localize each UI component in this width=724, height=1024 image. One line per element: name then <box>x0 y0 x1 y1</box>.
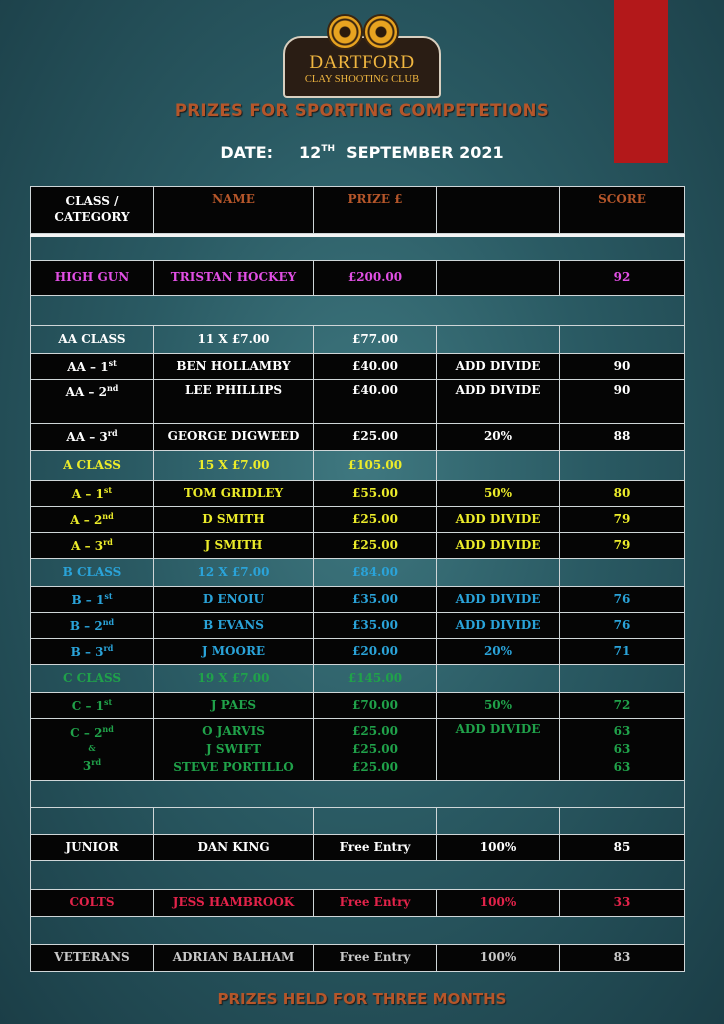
row-name: D ENOIU <box>154 587 314 613</box>
row-name: BEN HOLLAMBY <box>154 354 314 380</box>
row-name: LEE PHILLIPS <box>154 380 314 424</box>
row-scores: 63 63 63 <box>560 719 685 781</box>
table-row <box>31 424 685 451</box>
row-prize: £25.00 <box>314 424 437 451</box>
clay-disc-right-icon <box>363 14 399 50</box>
header-score: SCORE <box>560 187 685 234</box>
spacer-row <box>31 917 685 945</box>
row-split: ADD DIVIDE <box>437 380 560 424</box>
b-class-entries: 12 X £7.00 <box>154 559 314 587</box>
high-gun-prize: £200.00 <box>314 261 437 296</box>
row-score: 90 <box>560 380 685 424</box>
row-split: ADD DIVIDE <box>437 587 560 613</box>
row-class: A – 2nd <box>31 507 154 533</box>
veterans-split: 100% <box>437 945 560 972</box>
aa-class-pool: £77.00 <box>314 326 437 354</box>
table-row <box>31 533 685 559</box>
junior-split: 100% <box>437 835 560 861</box>
row-class: B – 1st <box>31 587 154 613</box>
row-split: ADD DIVIDE <box>437 613 560 639</box>
row-split: 20% <box>437 639 560 665</box>
row-score: 88 <box>560 424 685 451</box>
row-split: 50% <box>437 481 560 507</box>
row-class: B – 3rd <box>31 639 154 665</box>
row-score: 76 <box>560 587 685 613</box>
row-class: B – 2nd <box>31 613 154 639</box>
colts-name: JESS HAMBROOK <box>154 890 314 917</box>
row-score: 72 <box>560 693 685 719</box>
clay-disc-left-icon <box>327 14 363 50</box>
page-heading: PRIZES FOR SPORTING COMPETETIONS <box>174 101 550 120</box>
table-row <box>31 639 685 665</box>
spacer-row <box>31 861 685 890</box>
table-row <box>31 481 685 507</box>
row-score: 79 <box>560 533 685 559</box>
colts-prize: Free Entry <box>314 890 437 917</box>
b-class-label: B CLASS <box>31 559 154 587</box>
table-row <box>31 354 685 380</box>
header-prize: PRIZE £ <box>314 187 437 234</box>
spacer-row <box>31 781 685 808</box>
a-class-label: A CLASS <box>31 451 154 481</box>
colts-split: 100% <box>437 890 560 917</box>
colts-score: 33 <box>560 890 685 917</box>
c-class-entries: 19 X £7.00 <box>154 665 314 693</box>
row-score: 90 <box>560 354 685 380</box>
high-gun-score: 92 <box>560 261 685 296</box>
table-row <box>31 261 685 296</box>
row-class: A – 1st <box>31 481 154 507</box>
b-class-pool: £84.00 <box>314 559 437 587</box>
spacer-row <box>31 236 685 261</box>
row-name: GEORGE DIGWEED <box>154 424 314 451</box>
veterans-prize: Free Entry <box>314 945 437 972</box>
high-gun-class: HIGH GUN <box>31 261 154 296</box>
row-prize: £25.00 <box>314 533 437 559</box>
table-row <box>31 719 685 781</box>
header-split <box>437 187 560 234</box>
row-name: B EVANS <box>154 613 314 639</box>
table-header-row <box>31 187 685 234</box>
row-score: 79 <box>560 507 685 533</box>
footer-note: PRIZES HELD FOR THREE MONTHS <box>217 990 507 1008</box>
aa-class-entries: 11 X £7.00 <box>154 326 314 354</box>
spacer-row <box>31 296 685 326</box>
junior-class: JUNIOR <box>31 835 154 861</box>
veterans-score: 83 <box>560 945 685 972</box>
row-prize: £35.00 <box>314 613 437 639</box>
row-split: ADD DIVIDE <box>437 507 560 533</box>
red-corner-bar <box>614 0 668 163</box>
row-prize: £25.00 <box>314 507 437 533</box>
table-row <box>31 587 685 613</box>
row-score: 76 <box>560 613 685 639</box>
table-row <box>31 380 685 424</box>
row-class: C – 1st <box>31 693 154 719</box>
row-split: ADD DIVIDE <box>437 533 560 559</box>
row-class: AA – 1st <box>31 354 154 380</box>
table-row <box>31 890 685 917</box>
row-prize: £40.00 <box>314 354 437 380</box>
prizes-table <box>30 186 685 972</box>
club-logo <box>283 14 441 98</box>
colts-class: COLTS <box>31 890 154 917</box>
row-name: TOM GRIDLEY <box>154 481 314 507</box>
row-split: 20% <box>437 424 560 451</box>
junior-score: 85 <box>560 835 685 861</box>
c-class-pool: £145.00 <box>314 665 437 693</box>
clay-target-icon <box>327 14 399 54</box>
row-score: 80 <box>560 481 685 507</box>
table-row <box>31 945 685 972</box>
aa-class-row <box>31 326 685 354</box>
c-class-row <box>31 665 685 693</box>
date-month-year: SEPTEMBER 2021 <box>346 143 504 162</box>
spacer-row <box>31 808 685 835</box>
date-day: 12 <box>299 143 322 162</box>
row-prize: £55.00 <box>314 481 437 507</box>
row-prize: £70.00 <box>314 693 437 719</box>
logo-title: DARTFORD <box>309 52 415 73</box>
row-class: A – 3rd <box>31 533 154 559</box>
a-class-entries: 15 X £7.00 <box>154 451 314 481</box>
row-split: ADD DIVIDE <box>437 354 560 380</box>
row-prize: £20.00 <box>314 639 437 665</box>
table-row <box>31 507 685 533</box>
row-name: J PAES <box>154 693 314 719</box>
c-class-label: C CLASS <box>31 665 154 693</box>
logo-subtitle: CLAY SHOOTING CLUB <box>304 74 420 85</box>
row-split: 50% <box>437 693 560 719</box>
high-gun-split <box>437 261 560 296</box>
row-name: J MOORE <box>154 639 314 665</box>
row-class: C – 2nd & 3rd <box>31 719 154 781</box>
junior-prize: Free Entry <box>314 835 437 861</box>
row-split: ADD DIVIDE <box>437 719 560 781</box>
competition-date <box>0 143 724 162</box>
veterans-name: ADRIAN BALHAM <box>154 945 314 972</box>
a-class-row <box>31 451 685 481</box>
b-class-row <box>31 559 685 587</box>
row-names: O JARVIS J SWIFT STEVE PORTILLO <box>154 719 314 781</box>
veterans-class: VETERANS <box>31 945 154 972</box>
row-name: J SMITH <box>154 533 314 559</box>
row-prize: £35.00 <box>314 587 437 613</box>
row-score: 71 <box>560 639 685 665</box>
row-class: AA – 2nd <box>31 380 154 424</box>
row-class: AA – 3rd <box>31 424 154 451</box>
table-row <box>31 613 685 639</box>
row-name: D SMITH <box>154 507 314 533</box>
date-label: DATE: <box>220 143 274 162</box>
header-class: CLASS / CATEGORY <box>31 187 154 234</box>
row-prizes: £25.00 £25.00 £25.00 <box>314 719 437 781</box>
row-prize: £40.00 <box>314 380 437 424</box>
table-row <box>31 693 685 719</box>
header-name: NAME <box>154 187 314 234</box>
date-day-suffix: TH <box>321 144 335 154</box>
a-class-pool: £105.00 <box>314 451 437 481</box>
table-row <box>31 835 685 861</box>
junior-name: DAN KING <box>154 835 314 861</box>
high-gun-name: TRISTAN HOCKEY <box>154 261 314 296</box>
aa-class-label: AA CLASS <box>31 326 154 354</box>
